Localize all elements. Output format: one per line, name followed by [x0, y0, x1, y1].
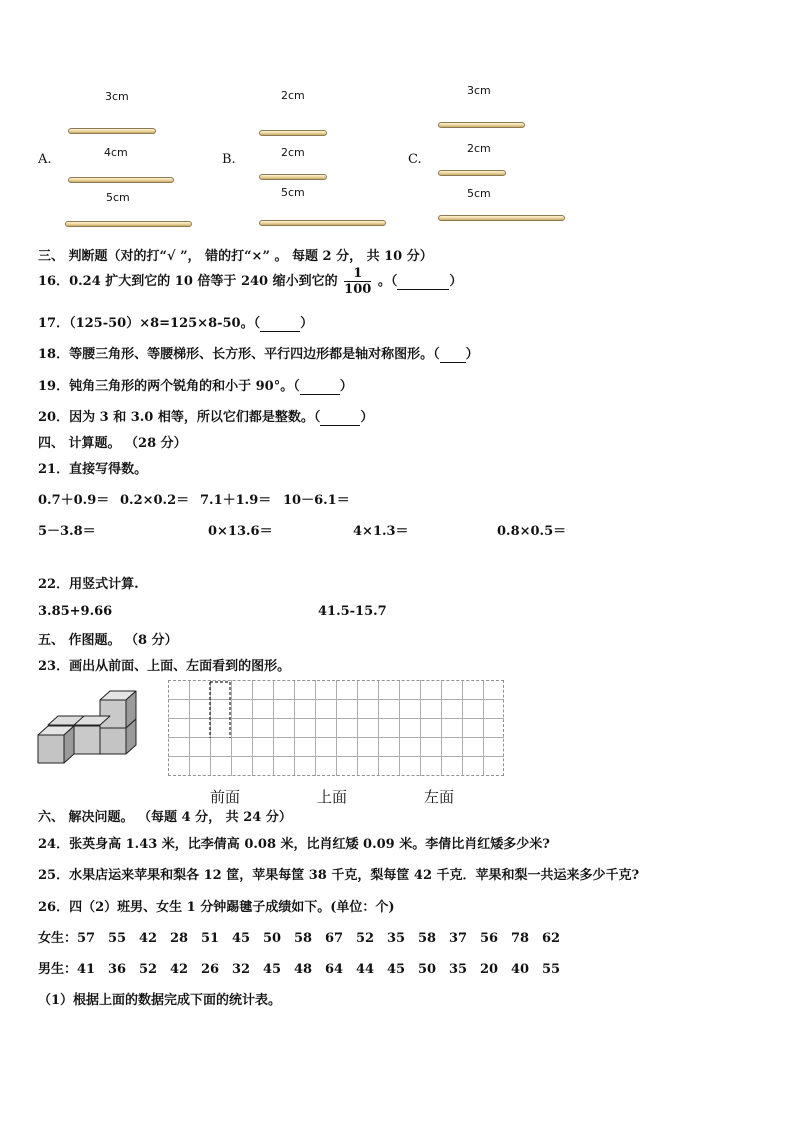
q21-r2c1: 5－3.8＝ — [38, 524, 96, 539]
section6-title: 六、 解决问题。 （每题 4 分， 共 24 分） — [38, 810, 292, 825]
q22-item2: 41.5-15.7 — [318, 604, 387, 619]
q26-girls-values — [77, 931, 573, 946]
girls-value: 42 — [139, 931, 158, 946]
q26-girls-label: 女生： — [38, 931, 78, 946]
q22-item1: 3.85+9.66 — [38, 604, 113, 619]
girls-value: 37 — [449, 931, 468, 946]
q26-boys-label: 男生： — [38, 962, 78, 977]
q16 — [38, 266, 462, 297]
q21-r1c3: 7.1＋1.9＝ — [200, 493, 272, 508]
q19-answer-blank[interactable] — [300, 379, 340, 395]
girls-value: 51 — [201, 931, 220, 946]
q20 — [38, 406, 373, 426]
boys-value: 48 — [294, 962, 313, 977]
girls-value: 45 — [232, 931, 251, 946]
q20-text-c: ） — [360, 410, 374, 425]
option-b-stick2-label: 2cm — [281, 146, 305, 159]
girls-value: 58 — [418, 931, 437, 946]
option-a-stick2-label: 4cm — [104, 146, 128, 159]
boys-value: 41 — [77, 962, 96, 977]
q16-fraction — [344, 266, 371, 297]
q20-answer-blank[interactable] — [320, 410, 360, 426]
option-a-stick3-label: 5cm — [106, 191, 130, 204]
q18-text-a: 18．等腰三角形、等腰梯形、长方形、平行四边形都是轴对称图形。（ — [38, 347, 440, 362]
label-left-view: 左面 — [424, 788, 455, 806]
q16-text-c: ） — [449, 274, 463, 289]
section5-title: 五、 作图题。 （8 分） — [38, 633, 178, 648]
q21-r2c4: 0.8×0.5＝ — [497, 524, 567, 539]
option-a-stick3 — [65, 221, 192, 227]
q21-r2c3: 4×1.3＝ — [353, 524, 409, 539]
option-c-stick2-label: 2cm — [467, 142, 491, 155]
q24-text: 24．张英身高 1.43 米，比李倩高 0.08 米，比肖红矮 0.09 米。李倩比肖红矮多少米? — [38, 837, 550, 852]
label-front-view: 前面 — [210, 788, 241, 806]
section3-title: 三、 判断题（对的打“√ ”， 错的打“×” 。 每题 2 分， 共 10 分） — [38, 249, 433, 264]
option-a-stick2 — [68, 177, 174, 183]
q16-numerator: 1 — [344, 266, 371, 282]
q23-title: 23．画出从前面、上面、左面看到的图形。 — [38, 659, 291, 674]
q25-text: 25．水果店运来苹果和梨各 12 筐，苹果每筐 38 千克，梨每筐 42 千克．苹果和梨一共运来多少千克? — [38, 868, 640, 883]
boys-value: 55 — [542, 962, 561, 977]
girls-value: 62 — [542, 931, 561, 946]
option-c-stick2 — [438, 170, 506, 176]
q21-title: 21．直接写得数。 — [38, 462, 148, 477]
option-a-stick1 — [68, 128, 156, 134]
boys-value: 64 — [325, 962, 344, 977]
girls-value: 57 — [77, 931, 96, 946]
boys-value: 45 — [263, 962, 282, 977]
option-b-stick3 — [259, 220, 386, 226]
option-c-letter: C. — [408, 152, 422, 167]
boys-value: 44 — [356, 962, 375, 977]
q26-boys-row — [38, 958, 573, 977]
girls-value: 28 — [170, 931, 189, 946]
boys-value: 26 — [201, 962, 220, 977]
q18-text-c: ） — [465, 347, 479, 362]
label-top-view: 上面 — [317, 788, 348, 806]
section4-title: 四、 计算题。 （28 分） — [38, 436, 187, 451]
q16-text-a: 16．0.24 扩大到它的 10 倍等于 240 缩小到它的 — [38, 274, 338, 289]
girls-value: 78 — [511, 931, 530, 946]
q18-answer-blank[interactable] — [440, 347, 466, 363]
boys-value: 32 — [232, 962, 251, 977]
q17-text-a: 17．（125-50）×8=125×8-50。（ — [38, 316, 261, 331]
q19-text-a: 19．钝角三角形的两个锐角的和小于 90°。（ — [38, 379, 300, 394]
option-c-stick3 — [438, 215, 565, 221]
boys-value: 20 — [480, 962, 499, 977]
girls-value: 52 — [356, 931, 375, 946]
option-c-stick1-label: 3cm — [467, 84, 491, 97]
boys-value: 35 — [449, 962, 468, 977]
q26-boys-values — [77, 962, 573, 977]
option-a-letter: A. — [38, 152, 52, 167]
q21-r1c1: 0.7＋0.9＝ — [38, 493, 110, 508]
q17-text-c: ） — [300, 316, 314, 331]
option-b-letter: B. — [222, 152, 236, 167]
q16-answer-blank[interactable] — [397, 274, 449, 290]
q22-title: 22．用竖式计算. — [38, 577, 139, 592]
option-a-stick1-label: 3cm — [105, 90, 129, 103]
girls-value: 67 — [325, 931, 344, 946]
boys-value: 40 — [511, 962, 530, 977]
girls-value: 55 — [108, 931, 127, 946]
q20-text-a: 20．因为 3 和 3.0 相等，所以它们都是整数。（ — [38, 410, 321, 425]
option-b-stick1 — [259, 130, 327, 136]
q19-text-c: ） — [339, 379, 353, 394]
q21-r2c2: 0×13.6＝ — [208, 524, 273, 539]
option-c-stick1 — [438, 122, 525, 128]
boys-value: 45 — [387, 962, 406, 977]
grid-sample-shape — [209, 680, 233, 740]
q18 — [38, 343, 479, 363]
q16-text-b: 。（ — [377, 274, 398, 289]
boys-value: 50 — [418, 962, 437, 977]
q16-denominator: 100 — [344, 282, 372, 297]
boys-value: 52 — [139, 962, 158, 977]
q21-r1c4: 10－6.1＝ — [283, 493, 350, 508]
girls-value: 35 — [387, 931, 406, 946]
q26-girls-row — [38, 927, 573, 946]
option-b-stick1-label: 2cm — [281, 89, 305, 102]
boys-value: 42 — [170, 962, 189, 977]
q26-sub1: （1）根据上面的数据完成下面的统计表。 — [38, 993, 282, 1008]
option-b-stick3-label: 5cm — [281, 186, 305, 199]
cube-figure — [36, 689, 140, 765]
q19 — [38, 375, 353, 395]
option-c-stick3-label: 5cm — [467, 187, 491, 200]
q17 — [38, 312, 313, 332]
q17-answer-blank[interactable] — [260, 316, 300, 332]
option-b-stick2 — [259, 174, 327, 180]
girls-value: 56 — [480, 931, 499, 946]
girls-value: 50 — [263, 931, 282, 946]
girls-value: 58 — [294, 931, 313, 946]
q21-r1c2: 0.2×0.2＝ — [120, 493, 190, 508]
q26-title: 26．四（2）班男、女生 1 分钟踢毽子成绩如下。(单位：个) — [38, 900, 395, 915]
boys-value: 36 — [108, 962, 127, 977]
